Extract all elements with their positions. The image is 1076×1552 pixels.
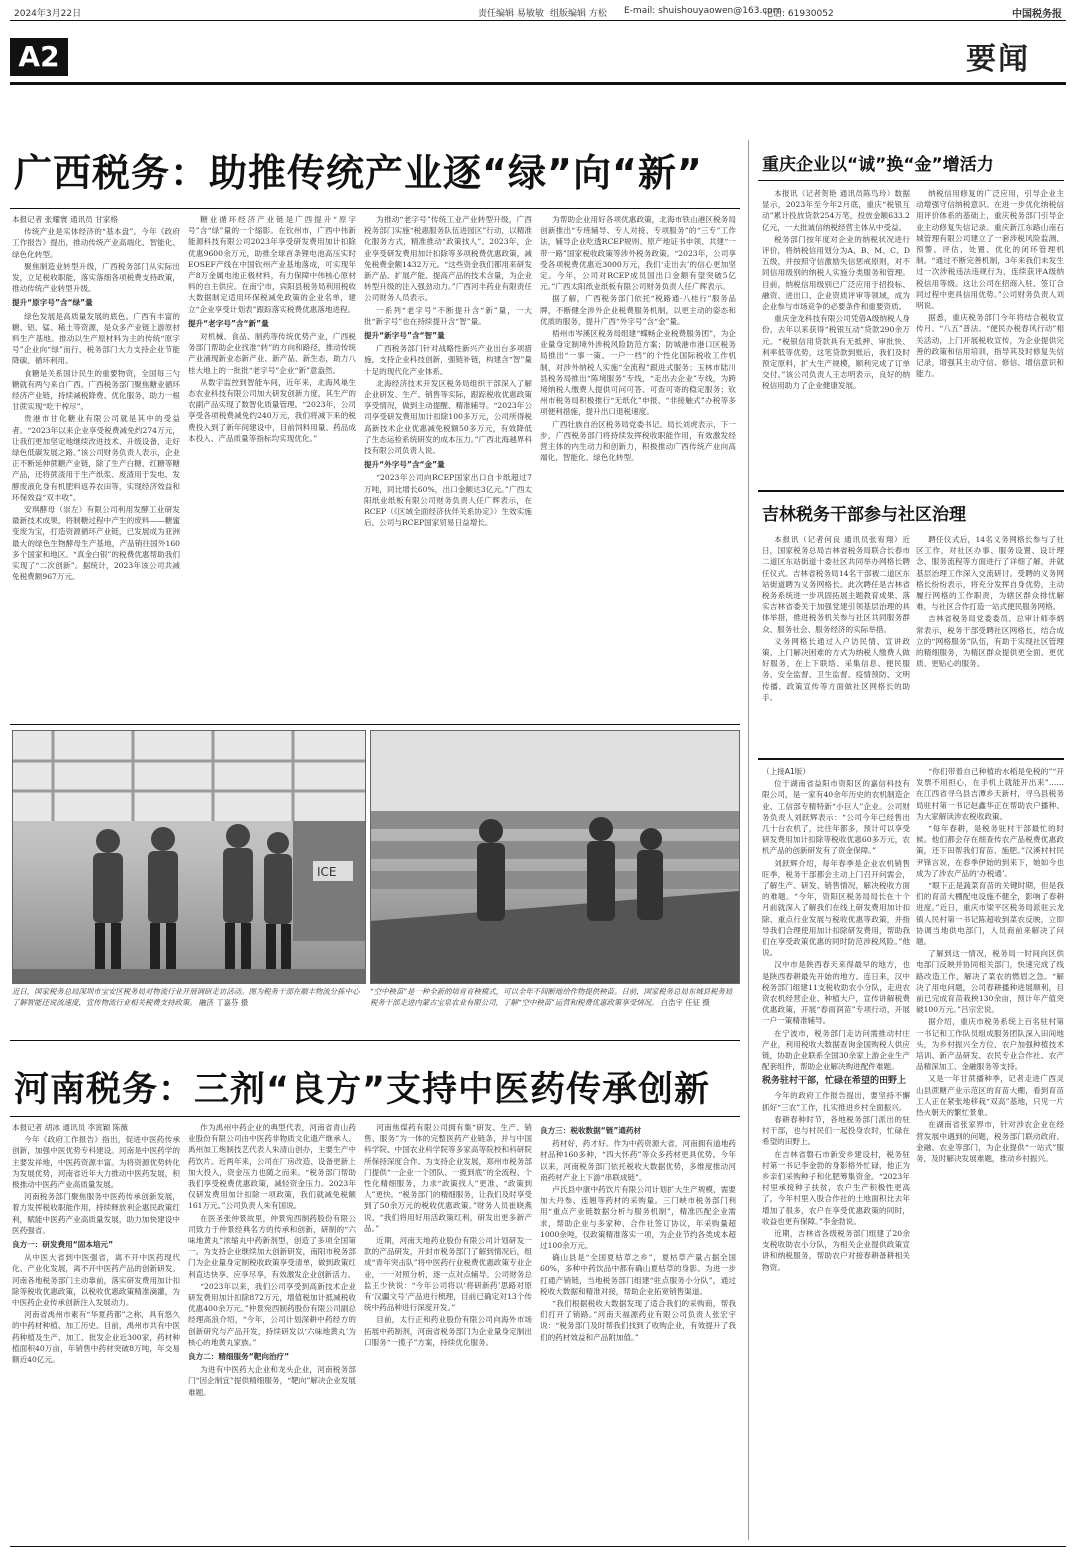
phone: 电话: 61930052 — [764, 9, 834, 19]
paragraph: 了解到这一情况，税务局一时间向区供电部门反映并协同相关部门，快速完成了线路改造工作，解决了菜农的燃眉之急。“解决了用电问题，公司春耕播种进展顺利，目前已完成育苗栽秧130余亩，预计年产值突破100万元。”吕宗宏说。 — [916, 949, 1064, 1015]
paragraph: 河南省禹州市素有“华夏药都”之称，具有悠久的中药材种植、加工历史。目前，禹州市共有中医药种植及生产、加工、批发企业近300家，药材种植面积40万亩，年销售中药材突破8万吨，年交易额近40亿元。 — [12, 1310, 180, 1365]
paragraph: 药材好，药才好。作为中药资源大省，河南拥有道地药材品种160多种，“四大怀药”等众多药材更具优势。今年以来，河南税务部门依托税收大数据优势，多维度推动河南药材产业上下游“串联成链”。 — [540, 1139, 736, 1182]
jilin-col-1 — [762, 534, 910, 746]
paragraph: 税务部门按年度对企业的纳税状况进行评价，将纳税信用划分为A、B、M、C、D五级，并按照守信激励失信惩戒原则，对不同信用级别的纳税人实施分类服务和管理。目前，纳税信用级别已广泛应用于招投标、融资、进出口、企业资质评审等领域，成为企业参与市场竞争的必要条件和重要资质。 — [762, 234, 910, 312]
paragraph: 贵港市甘化糖业有限公司就是其中的受益者。“2023年以来企业享受税费减免约274万元，让我们更加坚定地继续改进技术、升级设备，走好绿色低碳发展之路。”该公司财务负责人表示，企业正不断延伸蔗糖产业链，除了生产白糖、红糖等糖产品，还将蔗渣用于生产纸浆、废渣用于发电、发酵废液化身有机肥料返养农田等，实现经济效益和环保效益“双丰收”。 — [12, 414, 180, 502]
photo-caption-left — [12, 986, 364, 1034]
subheading: 良方三：税收数据“链”通药材 — [540, 1126, 642, 1135]
paragraph: 为进有中医药大企业和龙头企业，河南税务部门“因企制宜”提供精细服务，“靶向”解决企业发展难题。 — [188, 1365, 356, 1397]
subheading: 提升“新字号”含“智”量 — [364, 331, 445, 341]
subheading: 良方一：研发费用“固本培元” — [12, 1240, 114, 1250]
byline-henan: 本报记者 胡冰 通讯员 李寅颖 陈薇 — [12, 1123, 128, 1132]
guangxi-col-4 — [540, 214, 736, 714]
paragraph: “2023年以来，我们公司享受到高新技术企业研发费用加计扣除872万元，增值税加计抵减税收优惠400余万元。”仲景宛西制药股份有限公司副总经理高浪介绍，“今年，公司计划深耕中药经方的创新研究与产品开发，持续研发以‘六味地黄丸’为核心的地黄丸家族。” — [188, 1281, 356, 1347]
continued-col-1 — [762, 766, 910, 1546]
subheading: 良方二：精细服务“靶向治疗” — [188, 1352, 290, 1362]
editor: 责任编辑 易敏敏 — [478, 9, 544, 19]
headline-henan: 河南税务：三剂“良方”支持中医药传承创新 — [14, 1070, 711, 1110]
paragraph: 位于湖南省益阳市资阳区的嘉信科技有限公司，是一家有40余年历史的农机制造企业、工信部专精特新“小巨人”企业。公司财务负责人刘跃辉表示：“公司今年已经售出几十台农机了，比往年都多，预计可以享受研发费用加计扣除等税收优惠60多万元，农机产品的创新研发有了资金保障。” — [762, 779, 910, 856]
guangxi-col-1 — [12, 214, 180, 714]
paragraph: 河南焦煤药有限公司拥有集“研发、生产、销售、服务”为一体的完整医药产业链条，并与中国科学院、中国农业科学院等多家高等院校和科研院所保持深度合作。为支持企业发展，郑州市税务部门提供“一企业一个团队、一揽到底”的全流程、个性化精细服务，力求“政策找人”更准、“政策到人”更快。“税务部门的精细服务，让我们及时享受到了50余万元的税收优惠政策。”财务人员崔晓燕说，“我们将用好用活政策红利，研发出更多新产品。” — [364, 1123, 532, 1233]
email: E-mail: shuishouyaowen@163.com — [624, 6, 782, 16]
paragraph: “2023年公司向RCEP国家出口自卡纸超过7万吨，同比增长60%，出口金额达3亿元。”广西太阳纸业纸板有限公司财务负责人任广辉表示，在RCEP（《区域全面经济伙伴关系协定》）生效实施后，公司与RCEP国家贸易日益增长。 — [364, 473, 532, 528]
headline-chongqing: 重庆企业以“诚”换“金”增活力 — [762, 155, 994, 175]
paragraph: 今年《政府工作报告》指出，促进中医药传承创新，加强中医优势专科建设。河南是中医药学的主要发祥地，中医药资源丰富。为将资源优势转化为发展优势，河南省近年大力推动中医药发展，积极推动中医药产业高质量发展。 — [12, 1135, 180, 1190]
photo-credit: 融济 丁嘉芬 摄 — [199, 998, 249, 1007]
henan-col-3 — [364, 1122, 532, 1546]
paragraph: 纳税信用修复的广泛应用，引导企业主动增强守信纳税意识。在进一步优化纳税信用评价体系的基础上，重庆税务部门引导企业主动修复失信记录。重庆新江东路山南石城管理有限公司建立了一套涉税风险监测、预警、评估、处置、优化的闭环管理机制。“通过不断完善机制，3年来我们未发生过一次涉税违法违规行为，连续获评A级纳税信用等级。这让公司在招商入驻、签订合同过程中更具信用优势。”公司财务负责人刘明说。 — [916, 189, 1064, 311]
paragraph: 又是一年甘蔗播种季，记者走进广西灵山县蔗糖产业示范区的育苗大棚，看到育苗工人正在紧张地移栽“双高”基地，只见一片热火朝天的繁忙景象。 — [916, 1074, 1064, 1118]
headline-guangxi: 广西税务：助推传统产业逐“绿”向“新” — [14, 151, 703, 195]
paragraph: 义务网格长通过入户访民情、宣讲政策、上门解决困难的方式为纳税人缴费人做好服务，在上下联络、采集信息、便民服务、安全监督、卫生监督、疫情预防、文明传播、政策宣传等方面做社区网格长的助手。 — [762, 636, 910, 702]
paragraph: 梧州市岑溪区税务局组建“蝶畅企业税费服务团”，为企业量身定制境外涉税风险防范方案；防城港市港口区税务局推出“一事一策、一户一档”的个性化国际税收工作机制，对涉外纳税人实施“全流程”跟进式服务；玉林市陆川县税务局推出“陈境服务”专线，“走出去企业”专线，为跨境纳税人缴费人提供可问可答、可查可寄的稳定服务；钦州市税务局积极推行“无纸化”申报、“非接触式”办税等多项便利措施，提升出口退税速度。 — [540, 329, 736, 417]
paragraph: 据悉，重庆税务部门今年将结合税收宣传月、“八五”普法、“便民办税春风行动”相关活动，上门开展税收宣传，为企业提供完善的政策和信用培训，指导其及时修复失信记录，增强其主动守信、修信、增信意识和能力。 — [916, 313, 1064, 379]
paragraph: 重庆金龙科技有限公司凭借A级纳税人身份，去年以来获得“税银互动”贷款290余万元。“税银信用贷款具有无抵押、审批快、利率低等优势，这笔贷款到账后，我们及时预定原料，扩大生产规模，顺利完成了订单交付。”该公司负责人王志明表示，良好的纳税信用助力了企业健康发展。 — [762, 314, 910, 391]
subheading: 提升“原字号”含“绿”量 — [12, 298, 93, 308]
headline-jilin: 吉林税务干部参与社区治理 — [762, 505, 966, 525]
paragraph: 绿色发展是高质量发展的底色。广西有丰富的糖、铝、锰、稀土等资源，是众多产业链上游原材料生产基地。推动以生产原材料为主的传统“原字号”企业向“绿”而行，税务部门大力支持企业节能降碳、循环利用。 — [12, 311, 180, 366]
paragraph: 在吉林省磐石市新安乡建设村，税务驻村第一书记李金勃的身影格外忙碌，他正为乡亲们采购种子和化肥筹集资金。“2023年村里承接种子扶贫，农户生产积极性更高了，今年村里入股合作社的土地面积比去年增加了很多，农户在享受优惠政策的同时，收益也更有保障。”李金勃说。 — [762, 1149, 910, 1226]
paragraph: 在医圣张仲景故里，仲景宛西制药股份有限公司致力于仲景经典名方的传承和创新，研制的“六味地黄丸”浓缩丸中药新剂型，创造了多项全国第一。为支持企业继续加大创新研发，南阳市税务部门为企业量身定制税收政策享受清单，做到政策红利直达快享、应享尽享，有效激发企业创新活力。 — [188, 1213, 356, 1279]
issue-date: 2024年3月22日 — [14, 9, 82, 19]
paragraph: 为推动“老字号”传统工业产业转型升级，广西税务部门实施“税惠服务队伍进园区”行动，以精准化服务方式，精准推动“政策找人”。2023年，企业享受研发费用加计扣除等多项税费优惠政策，减免税费金额1432万元。“这些资金我们都用来研发新产品、扩展产能、提高产品的技术含量，为企业转型升级的注入强劲动力。”广西河丰药业有限责任公司财务人员表示。 — [364, 215, 532, 303]
paragraph: 安琪酵母（崇左）有限公司利用发酵工业研发最新技术成果，将制糖过程中产生的废料——糖蜜变废为宝，打造资源循环产业链，已发展成为亚洲最大的绿色生物酵母生产基地，产品销往国外160多个国家和地区。“真金白银”的税费优惠帮助我们实现了“二次创新”。据统计，2023年该公司共减免税费额967万元。 — [12, 505, 180, 582]
paragraph: 吉林省税务局党委委员、总审计师李炳常表示，税务干部受聘社区网格长，结合成立的“网格服务”队伍，有助于实现社区管理的精细服务，为精区群众提供更全面、更优质、更贴心的服务。 — [916, 614, 1064, 669]
section-title: 要闻 — [966, 42, 1030, 77]
paragraph: 聚焦制造业转型升级，广西税务部门从实际出发，立足税收职能，落实落细各项税费支持政策，推动传统产业转型升级。 — [12, 261, 180, 294]
paragraph: “你们带着自己种植的水稻是免税的”“开发票不用担心，在手机上就能开出来”……在江西省寻乌县吉潭乡天新村，寻乌县税务局驻村第一书记赵鑫华正在帮助农户播种、为大家解读涉农税收政策。 — [916, 767, 1064, 821]
paragraph: “每年春耕，是税务驻村干部最忙的时候。他们都会存在细查传农产品税费优惠政策，还下田帮我们育苗、施肥。”汉溪村村民尹锋言说，在春季伊始的到来下，她如今也成为了涉农产品的‘办税通’。 — [916, 824, 1064, 878]
chongqing-col-2 — [916, 188, 1064, 488]
caption-text: “空中秧苗”是一种全新的培育育秧模式，可以全年不间断地给作物提供秧苗。日前，国家税务总局东城县税务局税务干部走进内蒙古宝泉农业有限公司，了解“空中秧苗”运营和税费优惠政策享受情况。 — [370, 987, 733, 1007]
byline-guangxi: 本报记者 张耀寰 通讯员 甘家格 — [12, 215, 118, 224]
photo-credit: 白浩宇 任征 摄 — [660, 998, 710, 1007]
paragraph: 河南税务部门聚焦服务中医药传承创新发展，着力发挥税收职能作用，持续释放利企惠民政策红利，赋能中医药产业高质量发展，助力加快建设中医药强省。 — [12, 1192, 180, 1235]
paragraph: 从中医大省到中医强省，离不开中医药现代化、产业化发展，离不开中医药产品的创新研发。河南各地税务部门主动靠前，落实研发费用加计扣除等税收优惠政策，以税收优惠政策精准滴灌，为中医药企业传承创新注入发展动力。 — [12, 1253, 180, 1308]
henan-col-1 — [12, 1122, 180, 1546]
paragraph: 广西税务部门针对战略性新兴产业出台多项措施，支持企业科技创新，强链补链，构建含“智”量十足的现代化产业体系。 — [364, 344, 532, 376]
continued-col-2 — [916, 766, 1064, 1546]
paragraph: 广西壮族自治区税务局党委书记、局长刘虎表示，下一步，广西税务部门将持续发挥税收职能作用，有效激发经营主体的内生动力和创新力，积极推动广西传统产业向高端化、智能化、绿色化转型。 — [540, 419, 736, 463]
photo-logistics — [12, 730, 366, 984]
logistics-scene-image — [13, 731, 365, 983]
paragraph: 北海经济技术开发区税务局组织干部深入了解企业研发、生产、销售等实际，跟踪税收优惠政策享受情况，做到主动提醒、精准辅导。“2023年公司享受研发费用加计扣除100多万元，公司所得税高新技术企业优惠减免税额50多万元，有效降低了生态运检系统研发的成本压力。”广西北海越界科技有限公司负责人说。 — [364, 378, 532, 456]
chongqing-col-1 — [762, 188, 910, 488]
sign-text: ICE — [317, 865, 337, 879]
subheading: 税务驻村干部，忙碌在希望的田野上 — [762, 1076, 907, 1087]
page-code: A2 — [10, 38, 68, 76]
paragraph: 据了解，广西税务部门依托“税路通·八桂行”服务品牌，不断健全涉外企业税费服务机制，以更主动的姿态和优质的服务，提升广西“外字号”含“金”量。 — [540, 294, 736, 326]
paragraph: 聘任仪式后，14名义务网格长参与了社区工作，对社区办事、服务设置、设计理念、服务流程等方面进行了详细了解，并就基层治理工作深入交流研讨。受聘的义务网格长纷纷表示，将充分发挥自身优势，主动履行网格的工作职责，为辖区群众排忧解难，与社区合作打造一站式便民服务网格。 — [916, 535, 1064, 612]
paragraph: 近期，河南天地药业股份有限公司计划研发一款的产品研发，开封市税务部门了解到情况后，组成“青年突击队”将中医药行业税费优惠政策专业企业，一一对照分析，逐一点对点辅导。公司财务总监王少侠说：“今年公司将以‘将研新药’思路对原有‘汉疆文号’产品进行梳理，目前已确定对13个传统中药品种进行深度开发。” — [364, 1236, 532, 1313]
paragraph: “我们根据税收大数据发现了适合我们的采购商，帮我们打开了销路。”河南天福源药业有限公司负责人张宏宇说：“税务部门及时帮我们找到了收购企业，有效提升了我们的药材效益和产品附加值。” — [540, 1299, 736, 1342]
paragraph: 确山县是“全国夏枯草之乡”，夏枯草产量占据全国60%，多种中药饮品中都有确山夏枯草的身影。为进一步打通产销链，当地税务部门组建“驻点服务小分队”，通过税收大数据和精准对接，帮助企业拓宽销售渠道。 — [540, 1253, 736, 1296]
photo-seedlings — [370, 730, 740, 984]
guangxi-col-2 — [188, 214, 356, 714]
designer: 组版编辑 方松 — [550, 9, 607, 19]
paragraph: 卢氏县中康中药饮片有限公司计划扩大生产规模，需要加大丹参、连翘等药材的采购量。三门峡市税务部门利用“重点产业链数据分析与服务机制”，精准匹配企业需求，帮助企业与多家种、合作社签订协议，年采购量超1000余吨，仅政策精准落实一项，为企业节约各类成本超过100余万元。 — [540, 1185, 736, 1251]
paragraph: 在宁波市，税务部门走访问需推动村庄产业，利用税收大数据查询金国购税人供应链，协助企业联系全国30余家上游企业生产配套组件，帮助企业解决购进配件难题。 — [762, 1028, 910, 1072]
henan-col-2 — [188, 1122, 356, 1546]
henan-col-4 — [540, 1122, 736, 1546]
subheading: 提升“外字号”含“金”量 — [364, 460, 445, 470]
paragraph: 一系列“老字号”不断提升含“新”量，一大批“新字号”也在持续提升含“智”量。 — [364, 305, 532, 326]
paragraph: 本报讯（记者何良 通讯员张宥翔）近日，国家税务总局吉林省税务局联合长春市二道区东站街道十委社区共同举办网格长聘任仪式。吉林省税务局14名干部被二道区东站街道聘为义务网格长。此次聘任是吉林省税务系统进一步巩固拓展主题教育成果、落实吉林省委关于加强党建引领基层治理的具体举措，推进税务机关参与社区共同服务群众、服务社会、服务经济的实际举措。 — [762, 535, 910, 634]
paragraph: 食糖是关系国计民生的重要物资，全国每三勺糖就有两勺来自广西。广西税务部门聚焦糖业循环经济产业链，持续减税降费、优化服务，助力一根甘蔗实现“吃干榨尽”。 — [12, 368, 180, 412]
paragraph: 在湖南省张家界市，针对涉农企业在经营发展中遇到的问题，税务部门联动政府、金融、农业等部门，为企业提供“一站式”服务，及时解决发展难题，推动乡村振兴。 — [916, 1120, 1064, 1163]
paragraph: 汉中市是陕西春天来得最早的地方，也是陕西春耕最先开始的地方。连日来，汉中税务部门组建11支税收助农小分队，走进农资农机经营企业、种植大户，宣传讲解税费优惠政策，开展“春雨润苗”专项行动，开展一户一策精准辅导。 — [762, 960, 910, 1026]
paragraph: 今年的政府工作报告提出，要坚持不懈抓好“三农”工作，扎实推进乡村全面振兴。 — [762, 1091, 910, 1112]
paragraph: 从数字监控到智能车间，近年来，北海风巢生态农业科技有限公司加大研发创新力度，其生产的农副产品实现了数智化质量管理。“2023年，公司享受各项税费减免约240万元，我们将减下来的税费投入到了新年间建设中，目前饲料用量、药品成本投入、产品质量等指标均实现优化。” — [188, 377, 356, 443]
photo-caption-right — [370, 986, 738, 1034]
paragraph: 据介绍，重庆市税务系统上百名驻村第一书记和工作队员组成服务团队深入田间地头，为乡村振兴全方位、农户加强种植技术培训、新产品研发、农民专业合作社、农产品精深加工、金融服务等支持。 — [916, 1017, 1064, 1072]
jilin-col-2 — [916, 534, 1064, 746]
paragraph: 目前，太行正和药业股份有限公司向海外市场拓展中药制剂，河南省税务部门为企业量身定制出口服务“一揽子”方案，持续优化服务。 — [364, 1315, 532, 1347]
caption-text: 近日，国家税务总局深圳市宝安区税务局对物流行业开展调研走访活动。图为税务干部在顺丰物流分拣中心了解智能还说流速度，宣传物流行业相关税费支持政策。 — [12, 987, 360, 1007]
paragraph: 刘跃辉介绍，每年春季是企业农机销售旺季，税务干部都会主动上门召开问需会，了解生产、研发、销售情况，解决税收方面的难题。“今年，资阳区税务局局长在十个月前就深入了解我们在线上研发费用加计扣除、重点行业发展与税收优惠等政策，并指导我们合理使用加计扣除研发费用，帮助我们在享受政策优惠的同时防范涉税风险。”他说。 — [762, 858, 910, 958]
paragraph: 传统产业是实体经济的“基本盘”。今年《政府工作报告》提出，推动传统产业高端化、智能化、绿色化转型。 — [12, 227, 180, 259]
paragraph: “眼下正是蔬菜育苗的关键时期，但是我们的育苗大棚配电设施不健全，影响了春耕进度。”近日，重庆市梁平区税务局派驻云龙镇人民村第一书记陈超收到菜农反映，立即协调当地供电部门，人员商前来解决了问题。 — [916, 881, 1064, 947]
paragraph: 为帮助企业用好各项优惠政策，北海市铁山港区税务局创新推出“专班辅导、专人对接、专项服务”的“三专”工作法，辅导企业吃透RCEP规则、原产地证书申领、共建“一带一路”国家税收政策等涉外税务政策。“2023年，公司享受各项税费优惠近3000万元，我们‘走出去’的信心更加坚定。今年，公司对RCEP成员国出口金额有望突破5亿元。”广西太阳纸业纸板有限公司财务负责人任广辉表示。 — [540, 215, 736, 292]
paragraph: 作为禹州中药企业的典型代表，河南省青山药业股份有限公司由中医药非物质文化遗产继承人、禹州加工炮制技艺代表人朱清山创办，主要生产中药饮片。近两年来，公司在厂房改造、设备更新上加大投入，资金压力也随之而来。“税务部门帮助我们享受税费优惠政策，减轻资金压力。2023年仅研发费用加计扣除一项政策，我们就减免税额161万元。”公司负责人朱有国说。 — [188, 1123, 356, 1211]
paragraph: 糖业循环经济产业链是广西提升“原字号”含“绿”量的一个缩影。在钦州市，广西中伟新能源科技有限公司2023年享受研发费用加计扣除优惠9600余万元，助推全球首条锂电池高压实时EOSEF产线在中国钦州产业基地落成，可实现年产8万金属电池正极材料，有力保障中伟核心原材料的自主供应。在南宁市，宾阳县税务局利用税收大数据制定适用环保税减免政策的企业名单，建立“企业享受计划表”跟踪落实税费优惠落地进程。 — [188, 215, 356, 314]
continued-label: （上接A1版） — [762, 767, 810, 776]
newspaper-name: 中国税务报 — [1012, 9, 1062, 20]
subheading: 提升“老字号”含“新”量 — [188, 318, 269, 328]
paragraph: 对机械、食品、制药等传统优势产业，广西税务部门帮助企业找准“转”的方向和路径，推动传统产业涌现新业态新产业、新产品、新生态，助力八桂大地上的一批批“老字号”企业“新”意盎然。 — [188, 332, 356, 375]
paragraph: 近期，吉林省各级税务部门组建了20余支税收助农小分队，为相关企业提供政策宣讲和纳税服务，帮助农户对接春耕备耕相关物资。 — [762, 1228, 910, 1272]
paragraph: 本报讯（记者贺艳 通讯员陈鸟玲）数据显示，2023年至今年2月底，重庆“税银互动”累计投放贷款254万笔，投放金额633.2亿元，一大批诚信纳税经营主体从中受益。 — [762, 189, 910, 232]
seedling-scene-image — [371, 731, 739, 983]
paragraph: 春耕春种时节，各地税务部门派出的驻村干部，也与村民们一起投身农时，忙碌在希望的田野上。 — [762, 1114, 910, 1147]
guangxi-col-3 — [364, 214, 532, 714]
